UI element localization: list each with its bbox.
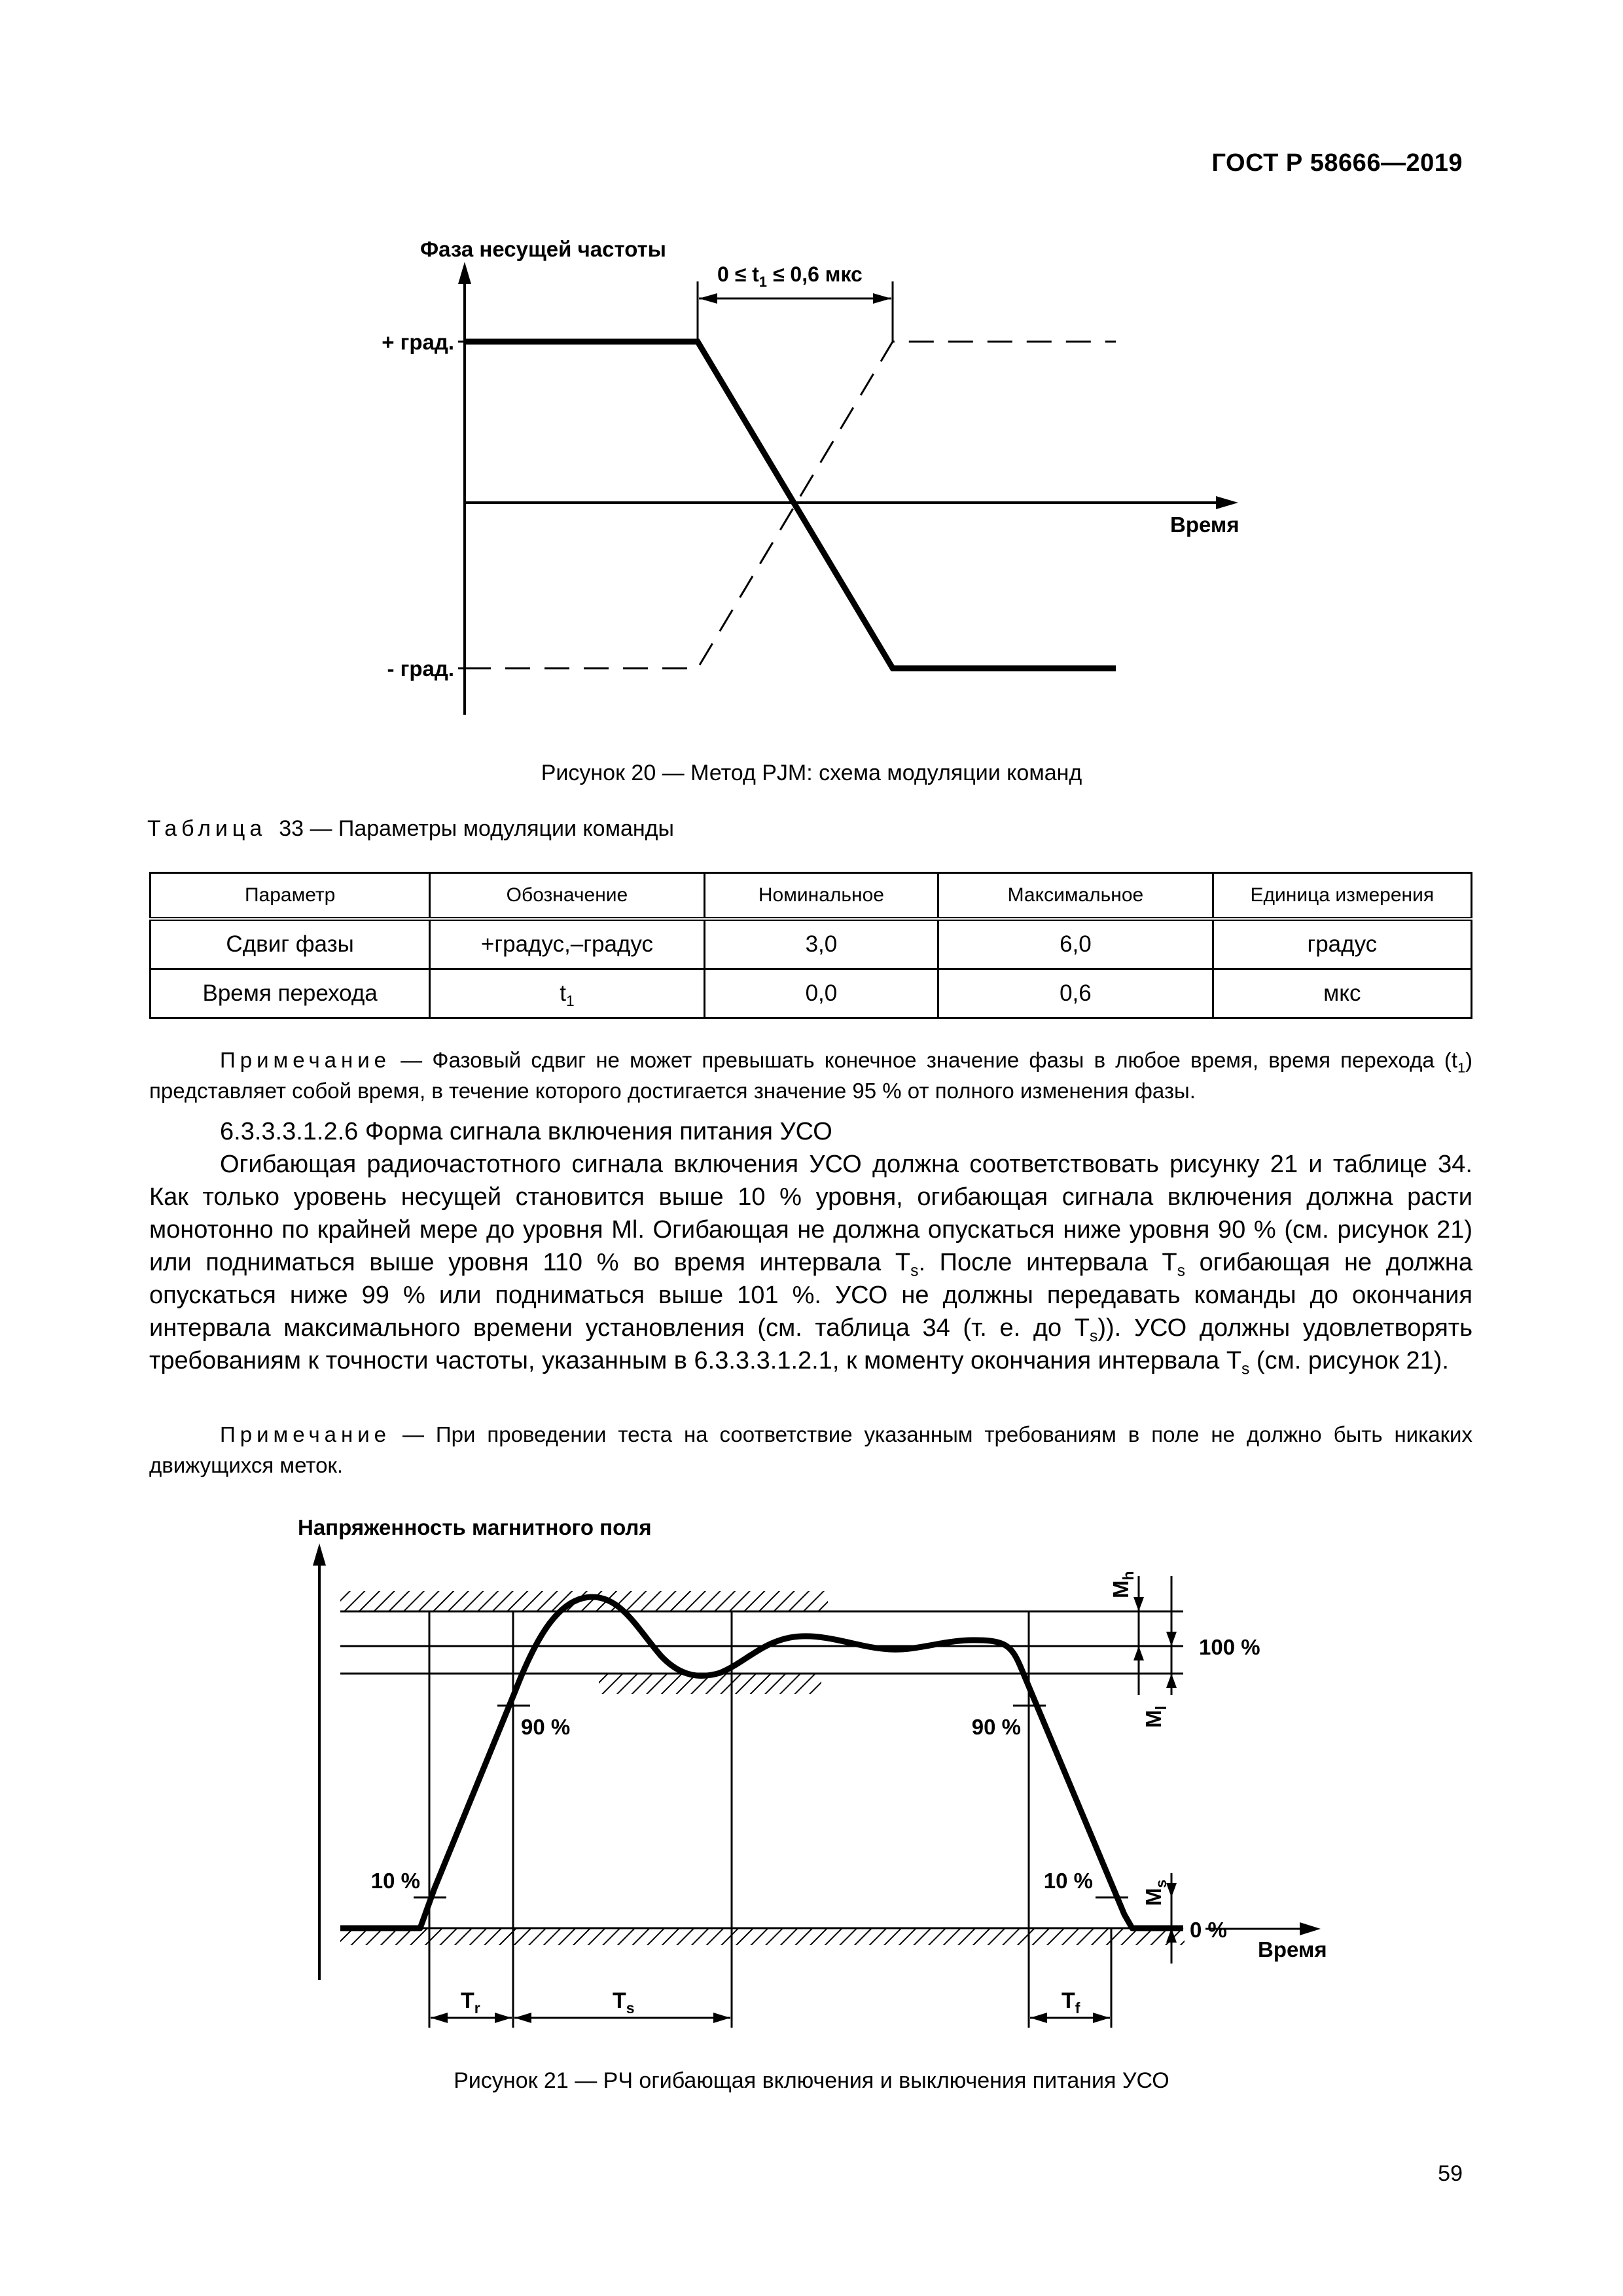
fig21-upper-hatch	[340, 1591, 828, 1611]
table-cell-nominal: 0,0	[704, 969, 938, 1018]
table-cell-max: 6,0	[938, 919, 1213, 969]
table-cell-symbol: $t_1$	[430, 969, 704, 1018]
fig21-label-10-right: 10 %	[1043, 1869, 1093, 1893]
note-1: Примечание — Фазовый сдвиг не может превышать конечное значение фазы в любое время, время перехода $(t_1)$ представляет собой время, в течение которого достигается значение 95 % от полного изменения фазы.	[149, 1048, 1472, 1103]
fig21-label-ts: $T_s$	[613, 1988, 635, 2017]
fig20-x-label: Время	[1170, 512, 1240, 537]
fig20-y-label: Фаза несущей частоты	[420, 237, 666, 261]
fig21-label-ms: $M_s$	[1141, 1879, 1169, 1906]
table-cell-param: Сдвиг фазы	[151, 919, 430, 969]
fig21-label-100: 100 %	[1199, 1635, 1260, 1659]
table-header-cell: Номинальное	[704, 873, 938, 920]
fig21-label-ml: $M_l$	[1141, 1706, 1169, 1728]
fig21-label-90-right: 90 %	[971, 1715, 1021, 1739]
figure-20-caption: Рисунок 20 — Метод PJM: схема модуляции команд	[541, 761, 1082, 785]
fig21-label-90-left: 90 %	[521, 1715, 571, 1739]
page-number: 59	[1438, 2161, 1463, 2186]
note-2: Примечание — При проведении теста на соответствие указанным требованиям в поле не должно быть никаких движущихся меток.	[149, 1422, 1472, 1477]
table-cell-symbol: +градус,–градус	[430, 919, 704, 969]
table-cell-unit: мкс	[1213, 969, 1471, 1018]
figure-21-caption: Рисунок 21 — РЧ огибающая включения и выключения питания УСО	[454, 2068, 1169, 2093]
fig20-minus-label: - град.	[387, 656, 454, 681]
fig21-y-label: Напряженность магнитного поля	[298, 1515, 652, 1539]
section-paragraph: Огибающая радиочастотного сигнала включения УСО должна соответствовать рисунку 21 и таблице 34. Как только уровень несущей становится выше 10 % уровня, огибающая сигнала включения должна расти монотонно по крайней мере до уровня Ml. Огибающая не должна опускаться ниже уровня 90 % (см. рисунок 21) или подниматься выше уровня 110 % во время интервала $T_s$. После интервала $T_s$ огибающая не должна опускаться ниже 99 % или подниматься выше 101 %. УСО не должны передавать команды до окончания интервала максимального времени установления (см. таблица 34 (т. е. до $T_s$)). УСО должны удовлетворять требованиям к точности частоты, указанным в 6.3.3.3.1.2.1, к моменту окончания интервала $T_s$ (см. рисунок 21).	[149, 1151, 1472, 1378]
fig21-label-10-left: 10 %	[370, 1869, 420, 1893]
table-header-cell: Максимальное	[938, 873, 1213, 920]
table-cell-param: Время перехода	[151, 969, 430, 1018]
fig21-x-label: Время	[1258, 1937, 1327, 1962]
section-heading: 6.3.3.3.1.2.6 Форма сигнала включения питания УСО	[220, 1118, 832, 1145]
table-header-cell: Обозначение	[430, 873, 704, 920]
fig20-interval-label: $0 \le t_1 \le 0,6$ мкс	[717, 262, 863, 290]
fig21-label-mh: $M_h$	[1109, 1571, 1137, 1598]
table-cell-nominal: 3,0	[704, 919, 938, 969]
fig21-y-arrow	[313, 1543, 326, 1566]
document-standard-header: ГОСТ Р 58666—2019	[1211, 149, 1463, 177]
fig21-x-arrow	[1300, 1922, 1321, 1935]
fig21-label-0: 0 %	[1190, 1918, 1227, 1942]
table-header-cell: Параметр	[151, 873, 430, 920]
table-cell-max: 0,6	[938, 969, 1213, 1018]
table-cell-unit: градус	[1213, 919, 1471, 969]
fig21-label-tr: $T_r$	[461, 1988, 480, 2017]
fig21-bottom-hatch	[340, 1928, 1185, 1945]
table-33-title: Таблица 33 — Параметры модуляции команды	[147, 816, 674, 841]
table-header-cell: Единица измерения	[1213, 873, 1471, 920]
fig20-plus-label: + град.	[382, 330, 454, 354]
fig21-label-tf: $T_f$	[1061, 1988, 1080, 2017]
